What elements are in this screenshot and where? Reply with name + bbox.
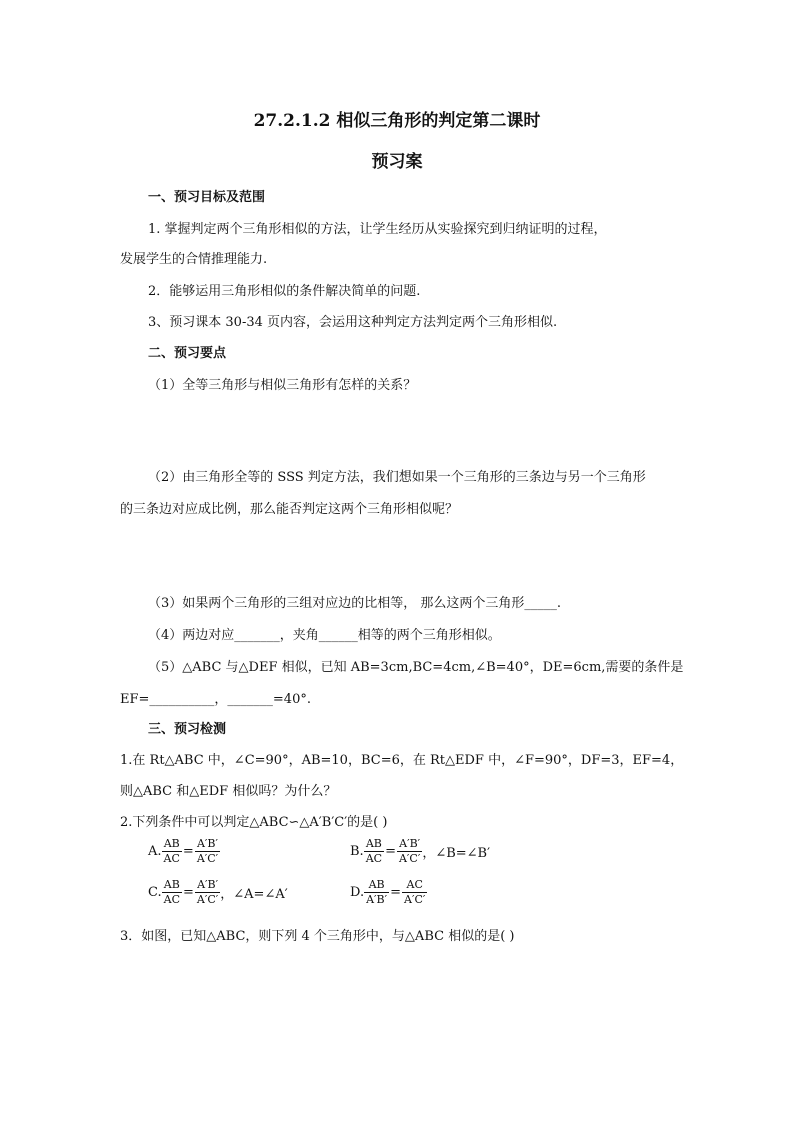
section3-heading: 三、预习检测 [148,722,227,737]
section3-problem3: 3．如图，已知△ABC，则下列 4 个三角形中，与△ABC 相似的是( ) [120,929,515,944]
option-a: A. $\frac{AB}{AC}$ = $\frac{A'B'}{A'C'}$ [148,837,219,865]
option-d-label: D. [350,885,365,900]
section1-item3: 3、预习课本 30-34 页内容，会运用这种判定方法判定两个三角形相似. [148,315,558,330]
section2-question2-line1: （2）由三角形全等的 SSS 判定方法，我们想如果一个三角形的三条边与另一个三角形 [148,470,646,485]
option-b-label: B. [350,844,364,859]
section2-question5-line2: EF=__________，_______=40°. [120,692,311,707]
document-subtitle: 预习案 [371,152,423,172]
option-d: D. $\frac{AB}{A'B'}$ = $\frac{AC}{A'C'}$ [350,878,426,906]
section3-problem2: 2.下列条件中可以判定△ABC∽△A′B′C′的是( ) [120,815,388,830]
section2-question2-line2: 的三条边对应成比例，那么能否判定这两个三角形相似呢？ [120,502,459,517]
section2-heading: 二、预习要点 [148,346,227,361]
option-c-label: C. [148,885,162,900]
section1-item1-line2: 发展学生的合情推理能力. [120,252,268,267]
option-c: C. $\frac{AB}{AC}$ = $\frac{A'B'}{A'C'}$ ，∠A=∠A′ [148,878,288,906]
section1-item2: 2．能够运用三角形相似的条件解决简单的问题. [148,284,421,299]
option-c-fraction-right: $\frac{A'B'}{A'C'}$ [196,878,219,906]
section2-question1: （1）全等三角形与相似三角形有怎样的关系？ [148,378,417,393]
section1-heading: 一、预习目标及范围 [148,190,266,205]
option-a-fraction-left: $\frac{AB}{AC}$ [163,837,180,865]
option-b-fraction-left: $\frac{AB}{AC}$ [365,837,383,865]
option-b-fraction-right: $\frac{A'B'}{A'C'}$ [398,837,421,865]
option-c-condition: ，∠A=∠A′ [220,887,288,902]
option-a-fraction-right: $\frac{A'B'}{A'C'}$ [196,837,219,865]
option-d-fraction-left: $\frac{AB}{A'B'}$ [366,878,388,906]
section2-question3: （3）如果两个三角形的三组对应边的比相等， 那么这两个三角形_____. [148,596,562,611]
document-title: 27.2.1.2 相似三角形的判定第二课时 [253,111,541,131]
section3-problem1-line2: 则△ABC 和△EDF 相似吗？为什么？ [120,784,337,799]
option-c-fraction-left: $\frac{AB}{AC}$ [163,878,180,906]
option-d-fraction-right: $\frac{AC}{A'C'}$ [404,878,426,906]
section1-item1-line1: 1. 掌握判定两个三角形相似的方法，让学生经历从实验探究到归纳证明的过程， [148,222,607,237]
section2-question5-line1: （5）△ABC 与△DEF 相似，已知 AB=3cm,BC=4cm,∠B=40°，DE=6cm,需要的条件是 [148,660,684,675]
option-b-condition: ，∠B=∠B′ [422,846,491,861]
option-b: B. $\frac{AB}{AC}$ = $\frac{A'B'}{A'C'}$ ，∠B=∠B′ [350,837,491,865]
section3-problem1-line1: 1.在 Rt△ABC 中，∠C=90°，AB=10，BC=6，在 Rt△EDF 中，∠F=90°，DF=3，EF=4， [120,753,684,768]
option-a-label: A. [148,844,162,859]
section2-question4: （4）两边对应_______，夹角______相等的两个三角形相似。 [148,628,501,643]
